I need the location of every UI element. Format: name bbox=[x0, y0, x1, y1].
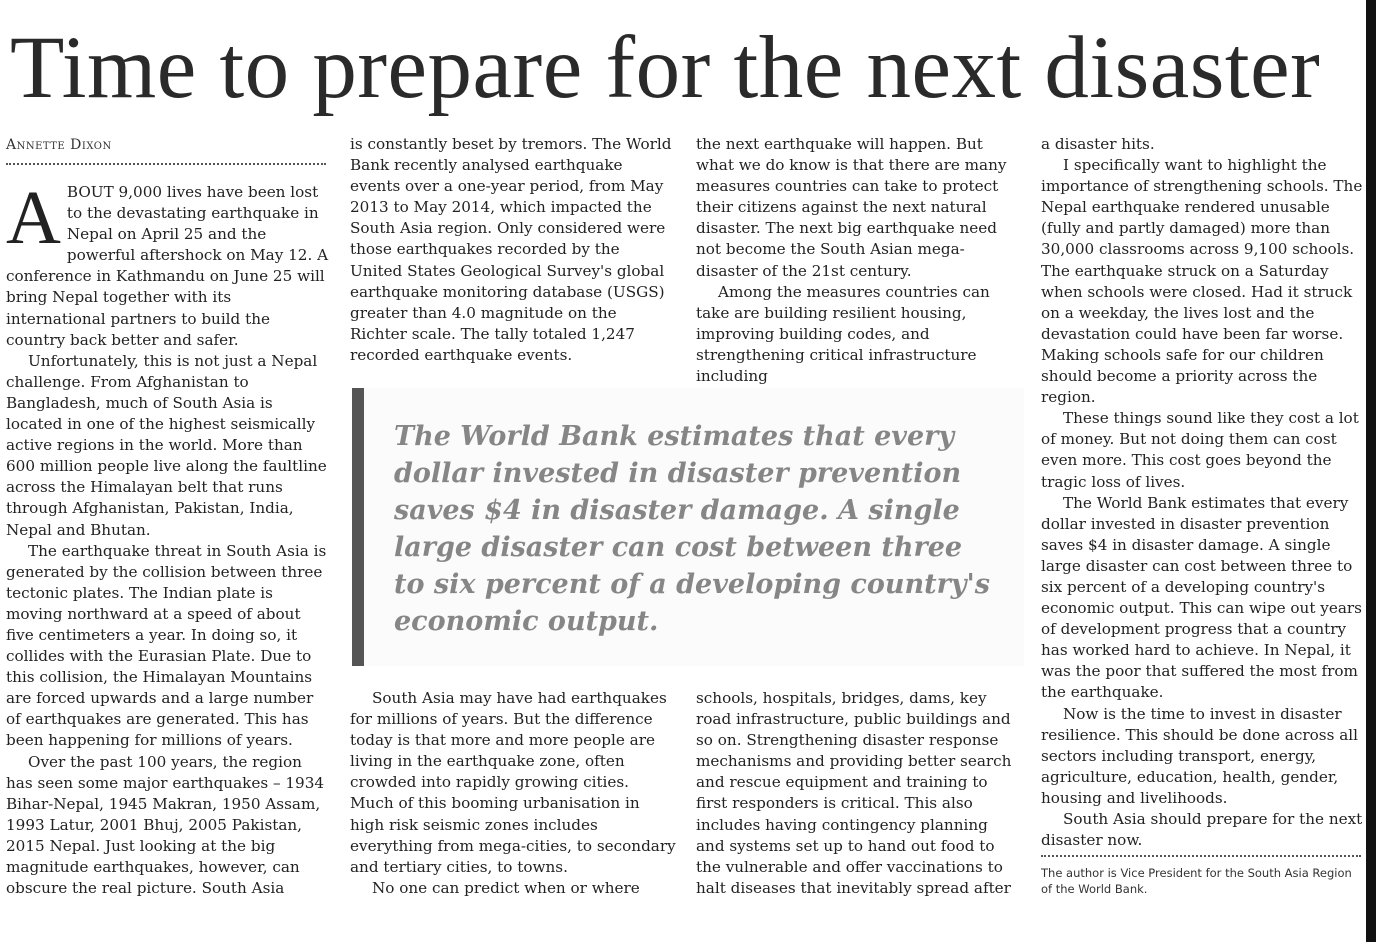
paragraph: Unfortunately, this is not just a Nepal challenge. From Afghanistan to Bangladesh, much of South Asia is located in one of the highest seismically active regions in the world. More than 600 million people live along the faultline across the Himalayan belt that runs through Afghanistan, Pakistan, India, Nepal and Bhutan. bbox=[6, 351, 327, 539]
byline-divider bbox=[6, 163, 326, 165]
paragraph: The World Bank estimates that every dollar invested in disaster prevention saves $4 in disaster damage. A single large disaster can cost between three to six percent of a developing country's economic output. This can wipe out years of development progress that a country has worked hard to achieve. In Nepal, it was the poor that suffered the most from the earthquake. bbox=[1041, 493, 1362, 702]
headline: Time to prepare for the next disaster bbox=[10, 19, 1321, 117]
paragraph: No one can predict when or where bbox=[372, 878, 640, 897]
footnote-divider bbox=[1041, 855, 1361, 857]
paragraph: The earthquake threat in South Asia is generated by the collision between three tectonic plates. The Indian plate is moving northward at a speed of about five centimeters a year. In doing so, it collides with the Eurasian Plate. Due to this collision, the Himalayan Mountains are forced upwards and a large number of earthquakes are generated. This has been happening for millions of years. bbox=[6, 541, 327, 750]
page-edge-bar bbox=[1366, 0, 1376, 942]
column-2-bottom bbox=[350, 688, 676, 899]
drop-cap: A bbox=[6, 176, 61, 260]
column-3-bottom bbox=[696, 688, 1018, 899]
paragraph: Over the past 100 years, the region has seen some major earthquakes – 1934 Bihar-Nepal, 1945 Makran, 1950 Assam, 1993 Latur, 2001 Bhuj, 2005 Pakistan, 2015 Nepal. Just looking at the big magnitude earthquakes, however, can obscure the real picture. South Asia bbox=[6, 752, 325, 898]
pull-quote bbox=[352, 388, 1024, 666]
pull-quote-text: The World Bank estimates that every dollar invested in disaster prevention saves $4 in disaster damage. A single large disaster can cost between three to six percent of a developing country's economic output. bbox=[394, 421, 990, 637]
column-4 bbox=[1041, 134, 1365, 851]
paragraph: South Asia may have had earthquakes for millions of years. But the difference today is that more and more people are living in the earthquake zone, often crowded into rapidly growing cities. Much of this booming urbanisation in high risk seismic zones includes everything from mega-cities, to secondary and tertiary cities, to towns. bbox=[350, 689, 676, 876]
paragraph: a disaster hits. bbox=[1041, 135, 1155, 153]
paragraph: is constantly beset by tremors. The World Bank recently analysed earthquake events over a one-year period, from May 2013 to May 2014, which impacted the South Asia region. Only considered were those earthquakes recorded by the United States Geological Survey's global earthquake monitoring database (USGS) greater than 4.0 magnitude on the Richter scale. The tally totaled 1,247 recorded earthquake events. bbox=[350, 135, 672, 364]
column-2-top bbox=[350, 134, 676, 366]
author-footnote: The author is Vice President for the South Asia Region of the World Bank. bbox=[1041, 866, 1352, 896]
column-1 bbox=[6, 176, 330, 899]
paragraph: the next earthquake will happen. But what we do know is that there are many measures countries can take to protect their citizens against the next natural disaster. The next big earthquake need not become the South Asian mega-disaster of the 21st century. bbox=[696, 135, 1007, 280]
paragraph: schools, hospitals, bridges, dams, key road infrastructure, public buildings and so on. Strengthening disaster response mechanisms and providing better search and rescue equipment and training to first responders is critical. This also includes having contingency planning and systems set up to hand out food to the vulnerable and offer vaccinations to halt diseases that inevitably spread after bbox=[696, 689, 1012, 897]
lead-paragraph: ABOUT 9,000 lives have been lost to the devastating earthquake in Nepal on April 25 and the powerful aftershock on May 12. A conference in Kathmandu on June 25 will bring Nepal together with its international partners to build the country back better and safer. bbox=[6, 176, 329, 349]
paragraph: These things sound like they cost a lot of money. But not doing them can cost even more. This cost goes beyond the tragic loss of lives. bbox=[1041, 409, 1359, 491]
paragraph: South Asia should prepare for the next disaster now. bbox=[1041, 810, 1363, 850]
paragraph: Among the measures countries can take are building resilient housing, improving building codes, and strengthening critical infrastructure including bbox=[696, 282, 990, 386]
column-3-top bbox=[696, 134, 1018, 387]
byline: Annette Dixon bbox=[6, 137, 112, 153]
paragraph: I specifically want to highlight the importance of strengthening schools. The Nepal earthquake rendered unusable (fully and partly damaged) more than 30,000 classrooms across 9,100 schools. The earthquake struck on a Saturday when schools were closed. Had it struck on a weekday, the lives lost and the devastation could have been far worse. Making schools safe for our children should become a priority across the region. bbox=[1041, 156, 1363, 407]
paragraph: Now is the time to invest in disaster resilience. This should be done across all sectors including transport, energy, agriculture, education, health, gender, housing and livelihoods. bbox=[1041, 704, 1358, 807]
